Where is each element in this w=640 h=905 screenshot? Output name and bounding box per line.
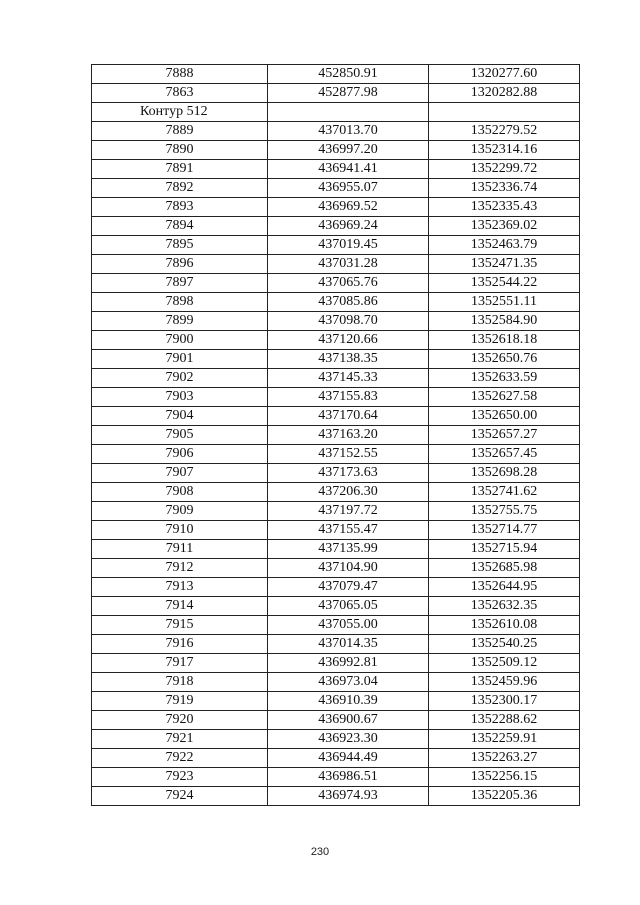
- point-id-cell: 7918: [92, 673, 268, 692]
- point-id-cell: 7907: [92, 464, 268, 483]
- table-row: [92, 160, 580, 179]
- point-id-cell: 7924: [92, 787, 268, 806]
- y-coordinate-cell: 1352551.11: [429, 293, 580, 312]
- x-coordinate-cell: 437152.55: [268, 445, 429, 464]
- y-coordinate-cell: 1352288.62: [429, 711, 580, 730]
- y-coordinate-cell: 1352263.27: [429, 749, 580, 768]
- table-row: [92, 521, 580, 540]
- point-id-cell: 7901: [92, 350, 268, 369]
- empty-cell: [429, 103, 580, 122]
- point-id-cell: 7893: [92, 198, 268, 217]
- x-coordinate-cell: 452877.98: [268, 84, 429, 103]
- table-row: [92, 369, 580, 388]
- point-id-cell: 7902: [92, 369, 268, 388]
- point-id-cell: 7915: [92, 616, 268, 635]
- point-id-cell: 7900: [92, 331, 268, 350]
- point-id-cell: 7912: [92, 559, 268, 578]
- x-coordinate-cell: 437197.72: [268, 502, 429, 521]
- x-coordinate-cell: 437135.99: [268, 540, 429, 559]
- x-coordinate-cell: 437138.35: [268, 350, 429, 369]
- y-coordinate-cell: 1320277.60: [429, 65, 580, 84]
- x-coordinate-cell: 437170.64: [268, 407, 429, 426]
- point-id-cell: 7905: [92, 426, 268, 445]
- y-coordinate-cell: 1352644.95: [429, 578, 580, 597]
- x-coordinate-cell: 437104.90: [268, 559, 429, 578]
- x-coordinate-cell: 436900.67: [268, 711, 429, 730]
- x-coordinate-cell: 436973.04: [268, 673, 429, 692]
- point-id-cell: 7898: [92, 293, 268, 312]
- y-coordinate-cell: 1352715.94: [429, 540, 580, 559]
- point-id-cell: 7920: [92, 711, 268, 730]
- point-id-cell: 7892: [92, 179, 268, 198]
- y-coordinate-cell: 1352256.15: [429, 768, 580, 787]
- y-coordinate-cell: 1352279.52: [429, 122, 580, 141]
- empty-cell: [268, 103, 429, 122]
- table-row: [92, 483, 580, 502]
- x-coordinate-cell: 437098.70: [268, 312, 429, 331]
- point-id-cell: 7916: [92, 635, 268, 654]
- y-coordinate-cell: 1320282.88: [429, 84, 580, 103]
- point-id-cell: 7921: [92, 730, 268, 749]
- table-row: [92, 597, 580, 616]
- table-row: [92, 692, 580, 711]
- coordinates-table: [91, 64, 580, 806]
- point-id-cell: 7910: [92, 521, 268, 540]
- table-row: [92, 350, 580, 369]
- table-row: [92, 464, 580, 483]
- x-coordinate-cell: 436955.07: [268, 179, 429, 198]
- point-id-cell: 7890: [92, 141, 268, 160]
- x-coordinate-cell: 437019.45: [268, 236, 429, 255]
- table-body: [92, 65, 580, 806]
- point-id-cell: 7891: [92, 160, 268, 179]
- x-coordinate-cell: 436986.51: [268, 768, 429, 787]
- table-row: [92, 540, 580, 559]
- x-coordinate-cell: 436923.30: [268, 730, 429, 749]
- y-coordinate-cell: 1352657.27: [429, 426, 580, 445]
- x-coordinate-cell: 437206.30: [268, 483, 429, 502]
- table-row: [92, 426, 580, 445]
- x-coordinate-cell: 437173.63: [268, 464, 429, 483]
- table-row: [92, 331, 580, 350]
- x-coordinate-cell: 436944.49: [268, 749, 429, 768]
- x-coordinate-cell: 437055.00: [268, 616, 429, 635]
- point-id-cell: 7895: [92, 236, 268, 255]
- y-coordinate-cell: 1352618.18: [429, 331, 580, 350]
- point-id-cell: 7908: [92, 483, 268, 502]
- point-id-cell: 7894: [92, 217, 268, 236]
- table-row: [92, 84, 580, 103]
- y-coordinate-cell: 1352714.77: [429, 521, 580, 540]
- table-row: [92, 388, 580, 407]
- table-row: [92, 635, 580, 654]
- table-row: [92, 293, 580, 312]
- point-id-cell: 7897: [92, 274, 268, 293]
- table-row: [92, 255, 580, 274]
- point-id-cell: 7906: [92, 445, 268, 464]
- table-row: [92, 65, 580, 84]
- y-coordinate-cell: 1352633.59: [429, 369, 580, 388]
- x-coordinate-cell: 436992.81: [268, 654, 429, 673]
- point-id-cell: 7899: [92, 312, 268, 331]
- table-row: [92, 730, 580, 749]
- point-id-cell: 7904: [92, 407, 268, 426]
- point-id-cell: 7914: [92, 597, 268, 616]
- table-row: [92, 673, 580, 692]
- point-id-cell: 7888: [92, 65, 268, 84]
- y-coordinate-cell: 1352632.35: [429, 597, 580, 616]
- point-id-cell: 7896: [92, 255, 268, 274]
- table-row: [92, 407, 580, 426]
- table-row: [92, 236, 580, 255]
- table-row: [92, 445, 580, 464]
- y-coordinate-cell: 1352540.25: [429, 635, 580, 654]
- y-coordinate-cell: 1352755.75: [429, 502, 580, 521]
- point-id-cell: 7917: [92, 654, 268, 673]
- y-coordinate-cell: 1352627.58: [429, 388, 580, 407]
- point-id-cell: 7923: [92, 768, 268, 787]
- x-coordinate-cell: 437031.28: [268, 255, 429, 274]
- point-id-cell: 7903: [92, 388, 268, 407]
- table-row: [92, 711, 580, 730]
- table-row: [92, 198, 580, 217]
- x-coordinate-cell: 437155.83: [268, 388, 429, 407]
- table-row: [92, 787, 580, 806]
- x-coordinate-cell: 436910.39: [268, 692, 429, 711]
- x-coordinate-cell: 436997.20: [268, 141, 429, 160]
- table-row: [92, 654, 580, 673]
- point-id-cell: 7889: [92, 122, 268, 141]
- y-coordinate-cell: 1352509.12: [429, 654, 580, 673]
- y-coordinate-cell: 1352314.16: [429, 141, 580, 160]
- y-coordinate-cell: 1352741.62: [429, 483, 580, 502]
- x-coordinate-cell: 436969.52: [268, 198, 429, 217]
- x-coordinate-cell: 437145.33: [268, 369, 429, 388]
- table-row: [92, 141, 580, 160]
- y-coordinate-cell: 1352299.72: [429, 160, 580, 179]
- x-coordinate-cell: 436941.41: [268, 160, 429, 179]
- table-row: [92, 768, 580, 787]
- table-row: [92, 274, 580, 293]
- table-row: [92, 502, 580, 521]
- section-row: [92, 103, 580, 122]
- point-id-cell: 7922: [92, 749, 268, 768]
- y-coordinate-cell: 1352259.91: [429, 730, 580, 749]
- x-coordinate-cell: 436974.93: [268, 787, 429, 806]
- x-coordinate-cell: 437014.35: [268, 635, 429, 654]
- page-number: 230: [310, 846, 330, 858]
- x-coordinate-cell: 436969.24: [268, 217, 429, 236]
- y-coordinate-cell: 1352335.43: [429, 198, 580, 217]
- table-row: [92, 217, 580, 236]
- y-coordinate-cell: 1352584.90: [429, 312, 580, 331]
- table-row: [92, 749, 580, 768]
- y-coordinate-cell: 1352463.79: [429, 236, 580, 255]
- table-row: [92, 559, 580, 578]
- point-id-cell: 7911: [92, 540, 268, 559]
- y-coordinate-cell: 1352650.76: [429, 350, 580, 369]
- point-id-cell: 7909: [92, 502, 268, 521]
- y-coordinate-cell: 1352698.28: [429, 464, 580, 483]
- x-coordinate-cell: 437163.20: [268, 426, 429, 445]
- y-coordinate-cell: 1352650.00: [429, 407, 580, 426]
- section-label: Контур 512: [92, 103, 268, 122]
- table-row: [92, 578, 580, 597]
- x-coordinate-cell: 437013.70: [268, 122, 429, 141]
- point-id-cell: 7919: [92, 692, 268, 711]
- y-coordinate-cell: 1352336.74: [429, 179, 580, 198]
- x-coordinate-cell: 437079.47: [268, 578, 429, 597]
- y-coordinate-cell: 1352205.36: [429, 787, 580, 806]
- point-id-cell: 7913: [92, 578, 268, 597]
- y-coordinate-cell: 1352610.08: [429, 616, 580, 635]
- y-coordinate-cell: 1352471.35: [429, 255, 580, 274]
- y-coordinate-cell: 1352300.17: [429, 692, 580, 711]
- table-row: [92, 122, 580, 141]
- y-coordinate-cell: 1352459.96: [429, 673, 580, 692]
- y-coordinate-cell: 1352544.22: [429, 274, 580, 293]
- x-coordinate-cell: 437120.66: [268, 331, 429, 350]
- y-coordinate-cell: 1352657.45: [429, 445, 580, 464]
- point-id-cell: 7863: [92, 84, 268, 103]
- table-row: [92, 312, 580, 331]
- x-coordinate-cell: 437065.05: [268, 597, 429, 616]
- y-coordinate-cell: 1352369.02: [429, 217, 580, 236]
- table-row: [92, 616, 580, 635]
- x-coordinate-cell: 452850.91: [268, 65, 429, 84]
- table-row: [92, 179, 580, 198]
- x-coordinate-cell: 437155.47: [268, 521, 429, 540]
- x-coordinate-cell: 437085.86: [268, 293, 429, 312]
- y-coordinate-cell: 1352685.98: [429, 559, 580, 578]
- x-coordinate-cell: 437065.76: [268, 274, 429, 293]
